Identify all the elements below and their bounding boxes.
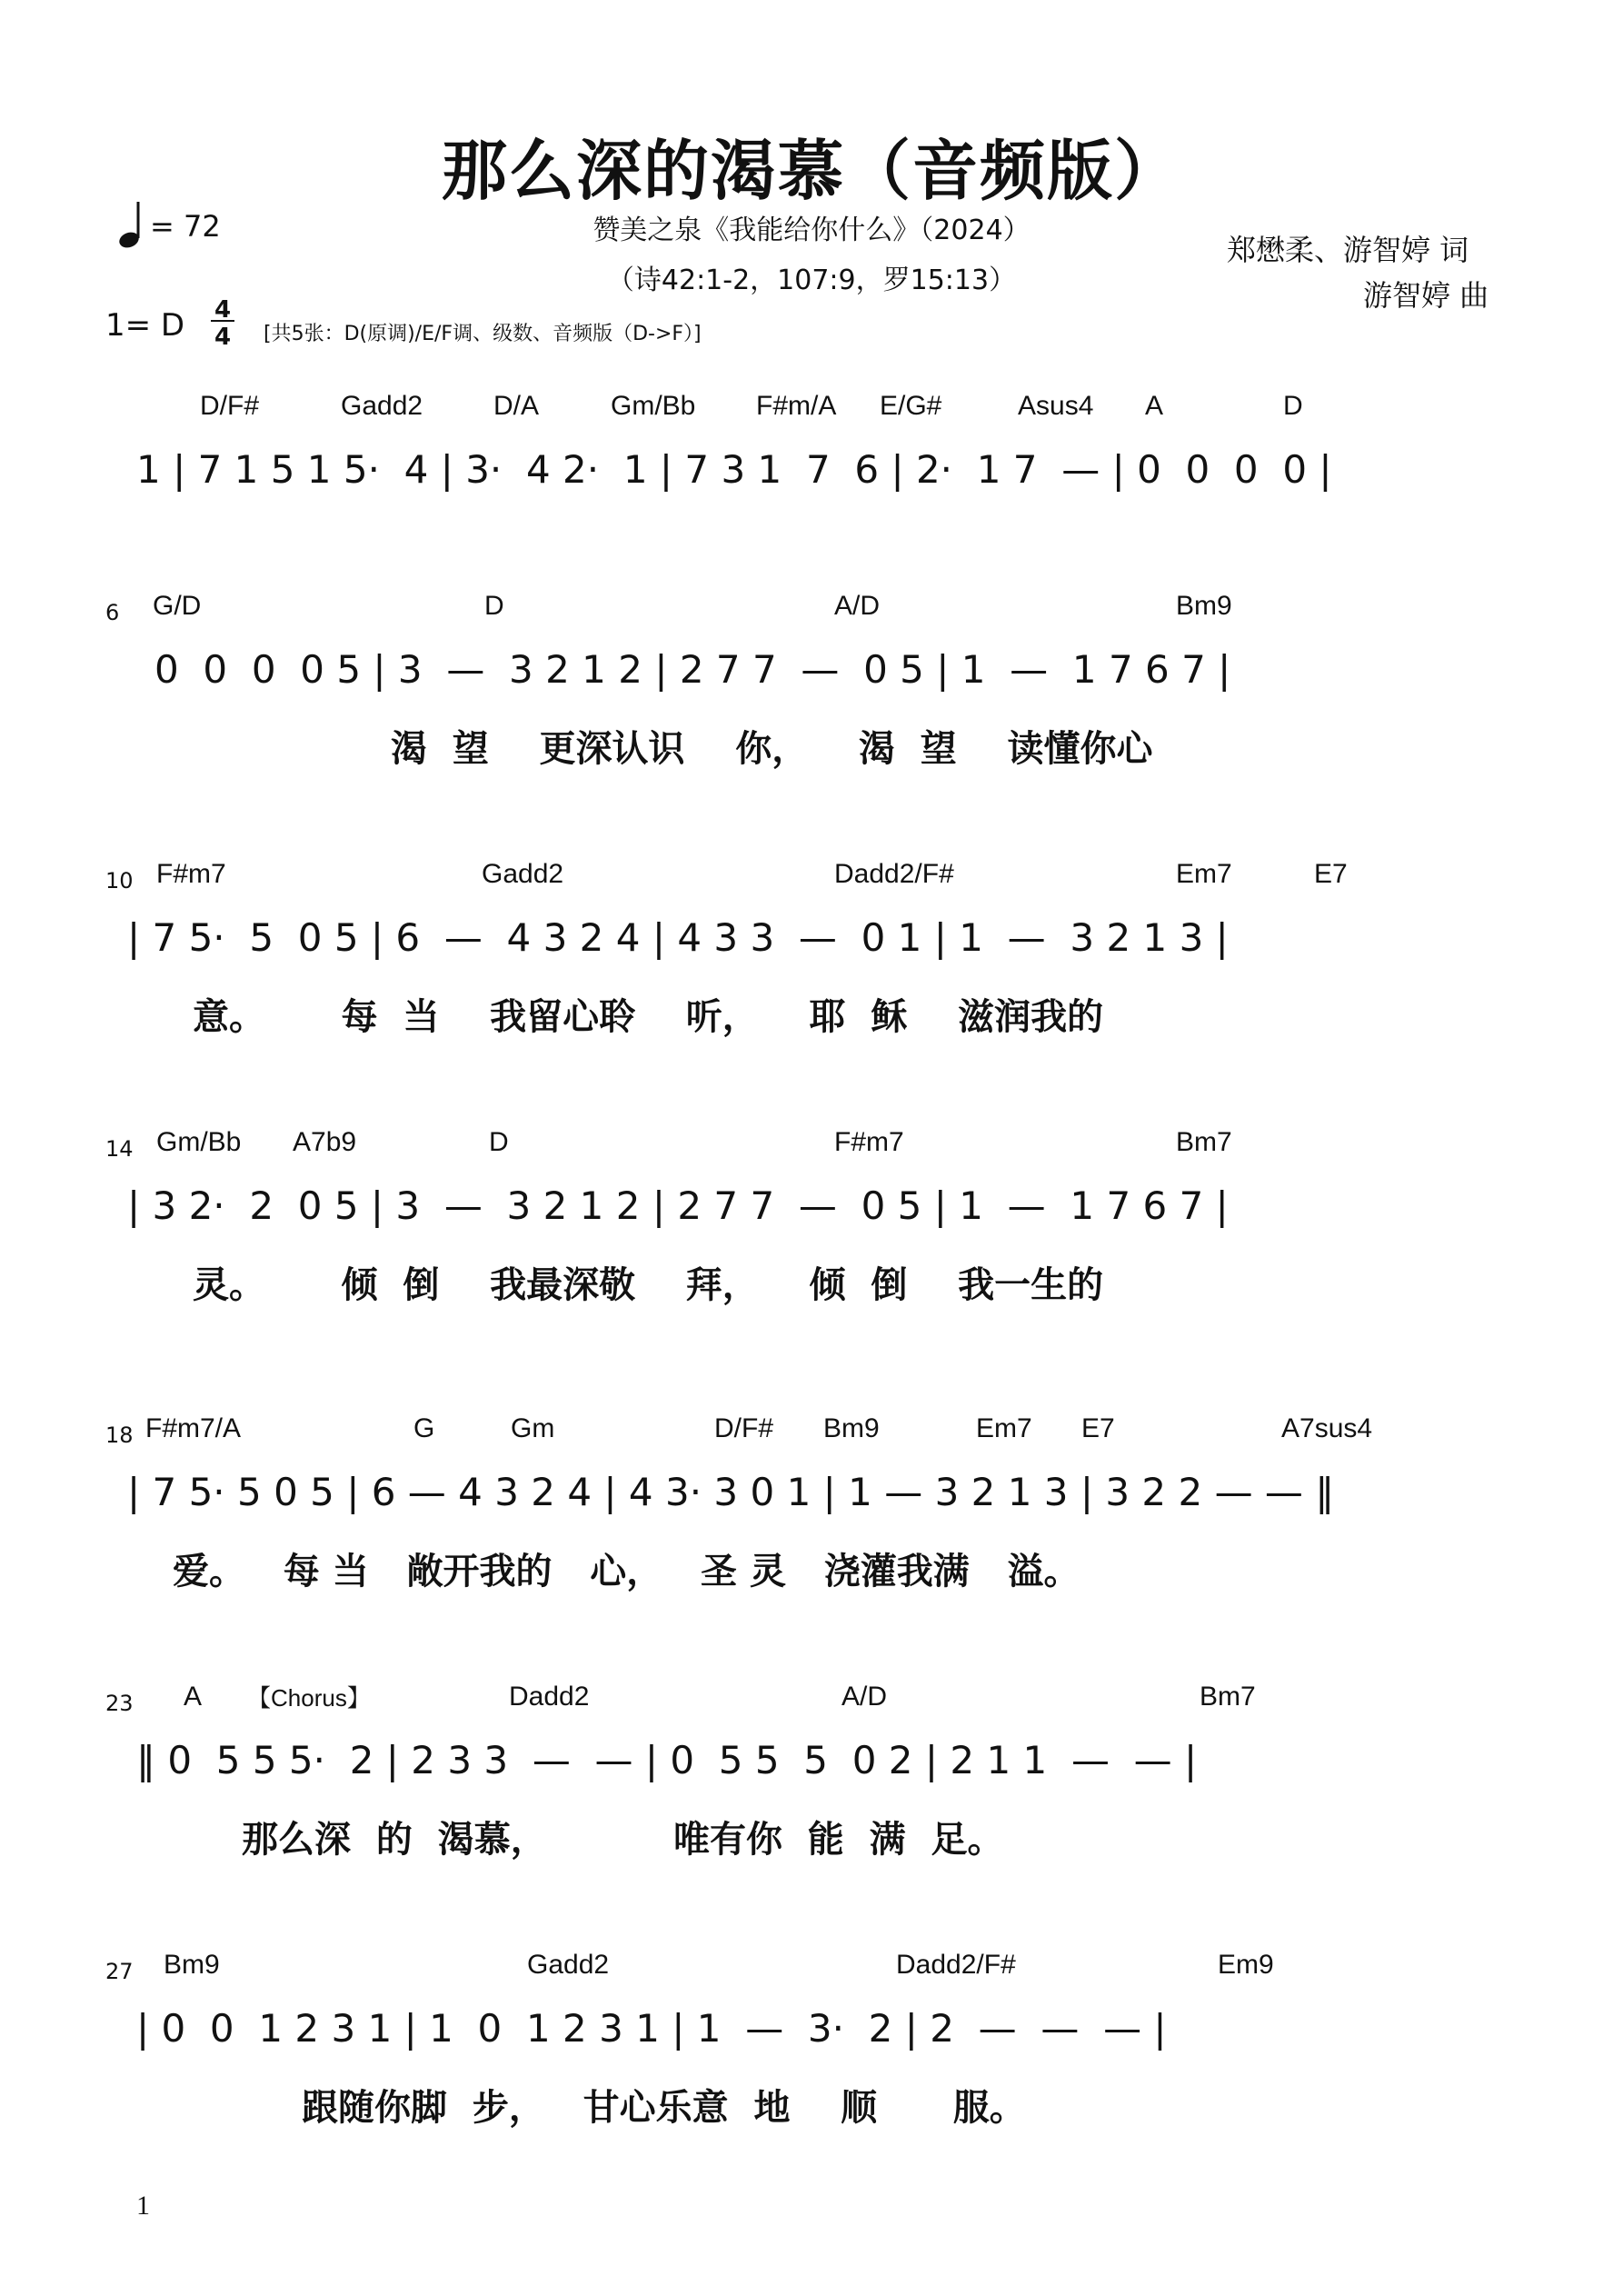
chord-symbol: D/F# (200, 391, 260, 421)
chord-symbol: Em7 (1176, 859, 1232, 889)
system-2 (0, 582, 1623, 782)
chord-symbol: F#m/A (756, 391, 837, 421)
key-signature: 1= D (105, 307, 185, 344)
scripture-reference: （诗42:1-2，107:9，罗15:13） (606, 265, 1017, 296)
chord-symbol: D/A (493, 391, 540, 421)
song-title: 那么深的渴慕（音频版） (441, 133, 1181, 209)
measure-number: 14 (105, 1136, 134, 1162)
page-number: 1 (136, 2191, 150, 2221)
chord-symbol: Dadd2/F# (834, 859, 954, 889)
notation-line: | 7 5· 5 0 5 | 6 — 4 3 2 4 | 4 3· 3 0 1 | 1 — 3 2 1 3 | 3 2 2 — — ‖ (127, 1470, 1335, 1514)
measure-number: 23 (105, 1691, 134, 1716)
system-5 (0, 1404, 1623, 1604)
time-signature-bottom: 4 (214, 324, 232, 351)
chorus-marker: 【Chorus】 (247, 1684, 371, 1712)
chord-symbol: F#m7 (834, 1127, 904, 1157)
system-1 (0, 382, 1623, 527)
key-version-note: [共5张：D(原调)/E/F调、级数、音频版（D->F）] (264, 323, 702, 345)
chord-symbol: A/D (841, 1682, 888, 1712)
lyric-line: 那么深 的 渴慕， 唯有你 能 满 足。 (242, 1819, 1004, 1861)
lyricist-credit: 郑懋柔、游智婷 词 (1227, 233, 1469, 267)
system-6 (0, 1672, 1623, 1872)
chord-symbol: Bm9 (1176, 591, 1232, 621)
chord-symbol: A7b9 (293, 1127, 357, 1157)
measure-number: 6 (105, 600, 120, 625)
measure-number: 10 (105, 868, 134, 893)
chord-symbol: Gm/Bb (611, 391, 696, 421)
chord-symbol: Asus4 (1018, 391, 1094, 421)
chord-symbol: E/G# (880, 391, 942, 421)
chord-symbol: A/D (834, 591, 881, 621)
chord-symbol: Gm (511, 1413, 555, 1443)
time-signature-top: 4 (214, 296, 232, 324)
measure-number: 18 (105, 1423, 134, 1448)
chord-symbol: Gadd2 (482, 859, 564, 889)
notation-line: 0 0 0 0 5 | 3 — 3 2 1 2 | 2 7 7 — 0 5 | 1 — 1 7 6 7 | (154, 647, 1231, 692)
notation-line: | 0 0 1 2 3 1 | 1 0 1 2 3 1 | 1 — 3· 2 | 2 — — — | (136, 2006, 1167, 2051)
chord-symbol: F#m7 (156, 859, 226, 889)
chord-symbol: A (1145, 391, 1164, 421)
chord-symbol: Bm9 (164, 1950, 220, 1980)
lyric-line: 爱。 每 当 敞开我的 心， 圣 灵 浇灌我满 溢。 (173, 1551, 1080, 1592)
chord-symbol: Em9 (1218, 1950, 1274, 1980)
chord-symbol: Bm7 (1176, 1127, 1232, 1157)
measure-number: 27 (105, 1959, 134, 1984)
chord-symbol: Em7 (976, 1413, 1032, 1443)
chord-symbol: Gadd2 (527, 1950, 610, 1980)
lyric-line: 渴 望 更深认识 你， 渴 望 读懂你心 (391, 728, 1153, 770)
chord-symbol: Dadd2/F# (896, 1950, 1016, 1980)
chord-symbol: Bm9 (823, 1413, 880, 1443)
chord-symbol: D (1283, 391, 1303, 421)
system-7 (0, 1941, 1623, 2141)
quarter-note-icon (116, 200, 147, 255)
system-4 (0, 1118, 1623, 1318)
notation-line: | 7 5· 5 0 5 | 6 — 4 3 2 4 | 4 3 3 — 0 1 | 1 — 3 2 1 3 | (127, 915, 1229, 960)
chord-symbol: G (413, 1413, 435, 1443)
chord-symbol: D (484, 591, 504, 621)
composer-credit: 游智婷 曲 (1363, 278, 1489, 313)
time-signature-divider (211, 320, 234, 322)
chord-symbol: D (489, 1127, 509, 1157)
chord-symbol: G/D (153, 591, 202, 621)
chord-symbol: D/F# (714, 1413, 774, 1443)
notation-line: | 3 2· 2 0 5 | 3 — 3 2 1 2 | 2 7 7 — 0 5 | 1 — 1 7 6 7 | (127, 1183, 1229, 1228)
chord-symbol: A (184, 1682, 203, 1712)
chord-symbol: E7 (1081, 1413, 1115, 1443)
album-subtitle: 赞美之泉《我能给你什么》（2024） (592, 215, 1031, 246)
system-3 (0, 850, 1623, 1050)
tempo-marking: = 72 (150, 209, 221, 244)
chord-symbol: E7 (1314, 859, 1348, 889)
chord-symbol: Dadd2 (509, 1682, 590, 1712)
chord-symbol: Gm/Bb (156, 1127, 242, 1157)
chord-symbol: Gadd2 (341, 391, 423, 421)
notation-line: 1 | 7 1 5 1 5· 4 | 3· 4 2· 1 | 7 3 1 7 6 | 2· 1 7 — | 0 0 0 0 | (136, 447, 1332, 492)
chord-symbol: Bm7 (1200, 1682, 1256, 1712)
lyric-line: 跟随你脚 步， 甘心乐意 地 顺 服。 (302, 2087, 1026, 2129)
notation-line: ‖ 0 5 5 5· 2 | 2 3 3 — — | 0 5 5 5 0 2 | 2 1 1 — — | (136, 1738, 1198, 1782)
lyric-line: 灵。 倾 倒 我最深敬 拜， 倾 倒 我一生的 (193, 1264, 1104, 1306)
chord-symbol: F#m7/A (145, 1413, 242, 1443)
chord-symbol: A7sus4 (1281, 1413, 1373, 1443)
lyric-line: 意。 每 当 我留心聆 听， 耶 稣 滋润我的 (193, 996, 1104, 1038)
